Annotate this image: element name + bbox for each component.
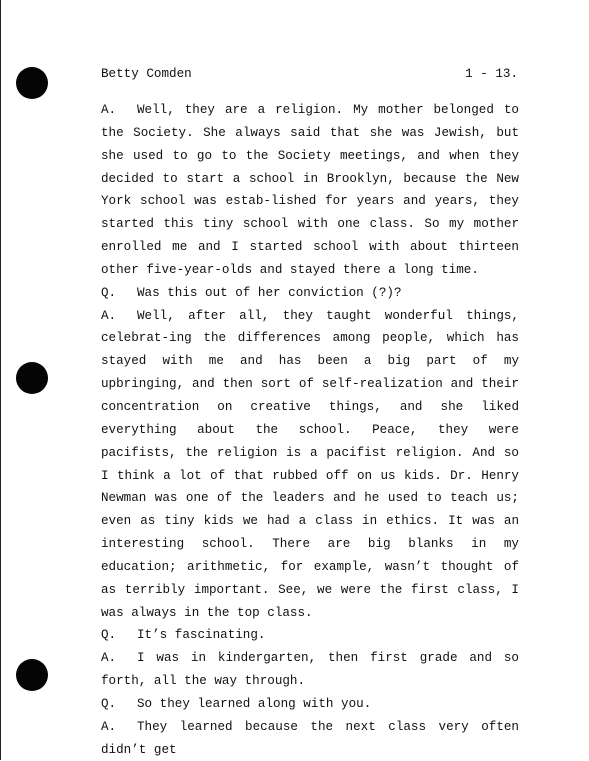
transcript-paragraph: [101, 693, 519, 716]
speaker-label: Q.: [101, 696, 117, 711]
page-number: 1 - 13.: [465, 67, 518, 81]
transcript-paragraph: [101, 716, 519, 761]
paragraph-text: They learned because the next class very often didn’t get: [101, 719, 519, 757]
speaker-label: A.: [101, 308, 117, 323]
paragraph-text: I was in kindergarten, then first grade and so forth, all the way through.: [101, 651, 519, 689]
transcript-paragraph: [101, 282, 519, 305]
speaker-label: Q.: [101, 628, 117, 643]
transcript-paragraph: [101, 647, 519, 693]
transcript-paragraph: [101, 99, 519, 282]
page-edge: [0, 0, 1, 760]
transcript-paragraph: [101, 624, 519, 647]
paragraph-text: It’s fascinating.: [137, 628, 266, 643]
paragraph-text: Was this out of her conviction (?)?: [137, 285, 402, 300]
transcript-body: [101, 99, 519, 761]
speaker-label: A.: [101, 103, 117, 117]
punch-hole-bottom: [16, 659, 48, 691]
speaker-label: Q.: [101, 285, 117, 300]
paragraph-text: So they learned along with you.: [137, 696, 372, 711]
transcript-paragraph: [101, 305, 519, 625]
page-header: [101, 67, 518, 84]
paragraph-text: Well, after all, they taught wonderful things, celebrat-ing the differences among people, which has stayed with me and has been a big part of my upbringing, and then sort of self-realization and their concentration on creative things, and she liked everything about the school. Peace, they were pacifists, the religion is a pacifist religion. And so I think a lot of that rubbed off on us kids. Dr. Henry Newman was one of the leaders and he used to teach us; even as tiny kids we had a class in ethics. It was an interesting school. There are big blanks in my education; arithmetic, for example, wasn’t thought of as terribly important. See, we were the first class, I was always in the top class.: [101, 308, 519, 620]
paragraph-text: Well, they are a religion. My mother belonged to the Society. She always said that she was Jewish, but she used to go to the Society meetings, and when they decided to start a school in Brooklyn, because the New York school was estab-lished for years and years, they started this tiny school with one class. So my mother enrolled me and I started school with about thirteen other five-year-olds and stayed there a long time.: [101, 103, 519, 277]
author-name: Betty Comden: [101, 67, 192, 81]
punch-hole-top: [16, 67, 48, 99]
speaker-label: A.: [101, 719, 117, 734]
speaker-label: A.: [101, 651, 117, 666]
punch-hole-middle: [16, 362, 48, 394]
